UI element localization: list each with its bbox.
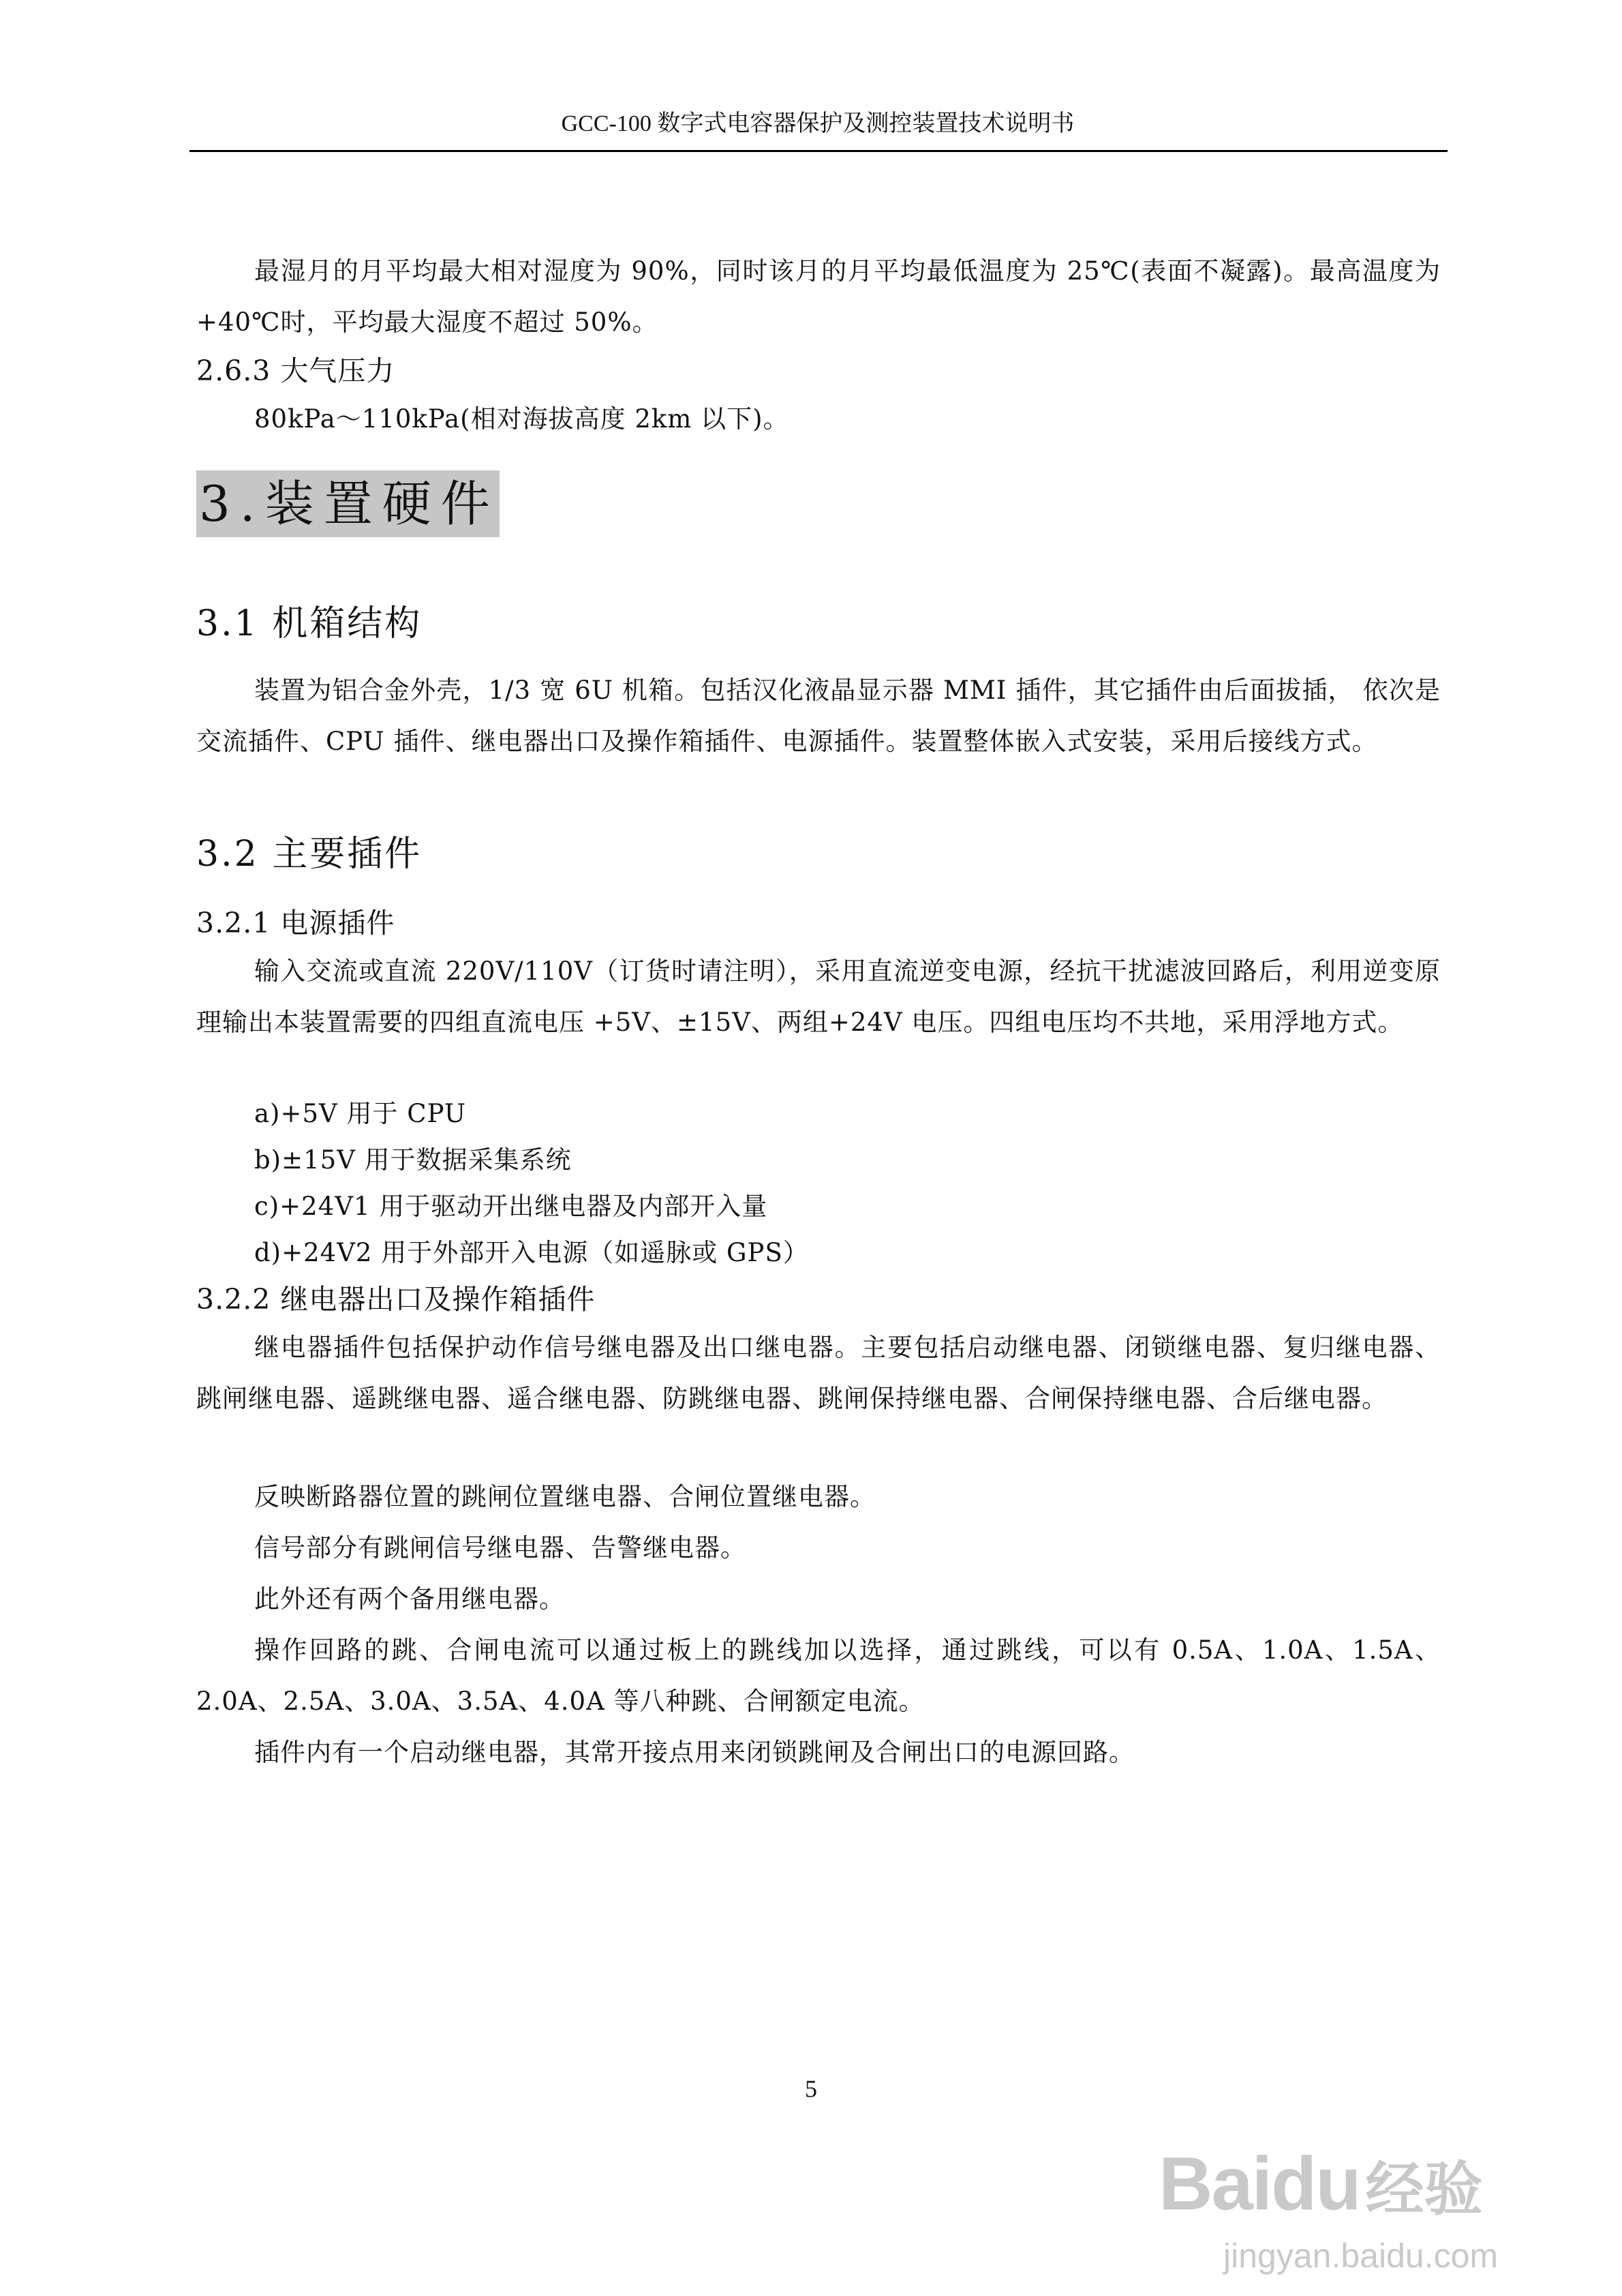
baidu-watermark xyxy=(1159,2141,1602,2284)
paragraph-3-2-2-position: 反映断路器位置的跳闸位置继电器、合闸位置继电器。 xyxy=(254,1482,876,1511)
watermark-suffix: 经验 xyxy=(1365,2157,1483,2222)
heading-3-2-1: 3.2.1 电源插件 xyxy=(196,907,395,939)
paragraph-3-2-1: 输入交流或直流 220V/110V（订货时请注明），采用直流逆变电源，经抗干扰滤波回路后，利用逆变原理输出本装置需要的四组直流电压 +5V、±15V、两组+24V 电压。四组电压均不共地，采用浮地方式。 xyxy=(196,956,1441,1037)
paragraph-pressure: 80kPa～110kPa(相对海拔高度 2km 以下)。 xyxy=(254,404,789,434)
paragraph-3-1: 装置为铝合金外壳，1/3 宽 6U 机箱。包括汉化液晶显示器 MMI 插件，其它插件由后面拔插， 依次是交流插件、CPU 插件、继电器出口及操作箱插件、电源插件。装置整体嵌入式安装，采用后接线方式。 xyxy=(196,676,1441,756)
list-item: d)+24V2 用于外部开入电源（如遥脉或 GPS） xyxy=(254,1238,809,1267)
header-rule xyxy=(189,150,1448,152)
watermark-brand: Baidu xyxy=(1159,2142,1360,2226)
paragraph-3-2-2-spare: 此外还有两个备用继电器。 xyxy=(254,1584,565,1614)
heading-3-1: 3.1 机箱结构 xyxy=(196,603,423,644)
baidu-logo xyxy=(1159,2141,1483,2227)
paragraph-3-2-2-relays: 继电器插件包括保护动作信号继电器及出口继电器。主要包括启动继电器、闭锁继电器、复归继电器、跳闸继电器、遥跳继电器、遥合继电器、防跳继电器、跳闸保持继电器、合闸保持继电器、合后继电器。 xyxy=(196,1333,1441,1413)
paragraph-3-2-2-current: 操作回路的跳、合闸电流可以通过板上的跳线加以选择，通过跳线，可以有 0.5A、1.0A、1.5A、2.0A、2.5A、3.0A、3.5A、4.0A 等八种跳、合闸额定电流。 xyxy=(196,1635,1441,1716)
heading-2-6-3: 2.6.3 大气压力 xyxy=(196,354,395,387)
list-item: a)+5V 用于 CPU xyxy=(254,1099,467,1128)
paragraph-3-2-2-signal: 信号部分有跳闸信号继电器、告警继电器。 xyxy=(254,1533,746,1562)
page-number: 5 xyxy=(805,2075,817,2102)
paragraph-3-2-2-start-relay: 插件内有一个启动继电器，其常开接点用来闭锁跳闸及合闸出口的电源回路。 xyxy=(254,1738,1135,1767)
list-item: b)±15V 用于数据采集系统 xyxy=(254,1145,572,1175)
heading-3-2-2: 3.2.2 继电器出口及操作箱插件 xyxy=(196,1283,596,1316)
heading-3-2: 3.2 主要插件 xyxy=(196,834,423,875)
heading-section-3: 3.装置硬件 xyxy=(196,470,500,537)
paragraph-humidity: 最湿月的月平均最大相对湿度为 90%，同时该月的月平均最低温度为 25℃(表面不凝露)。最高温度为+40℃时，平均最大湿度不超过 50%。 xyxy=(196,256,1441,337)
list-item: c)+24V1 用于驱动开出继电器及内部开入量 xyxy=(254,1192,768,1221)
watermark-url: jingyan.baidu.com xyxy=(1223,2237,1499,2275)
page-header: GCC-100 数字式电容器保护及测控装置技术说明书 xyxy=(561,111,1075,136)
